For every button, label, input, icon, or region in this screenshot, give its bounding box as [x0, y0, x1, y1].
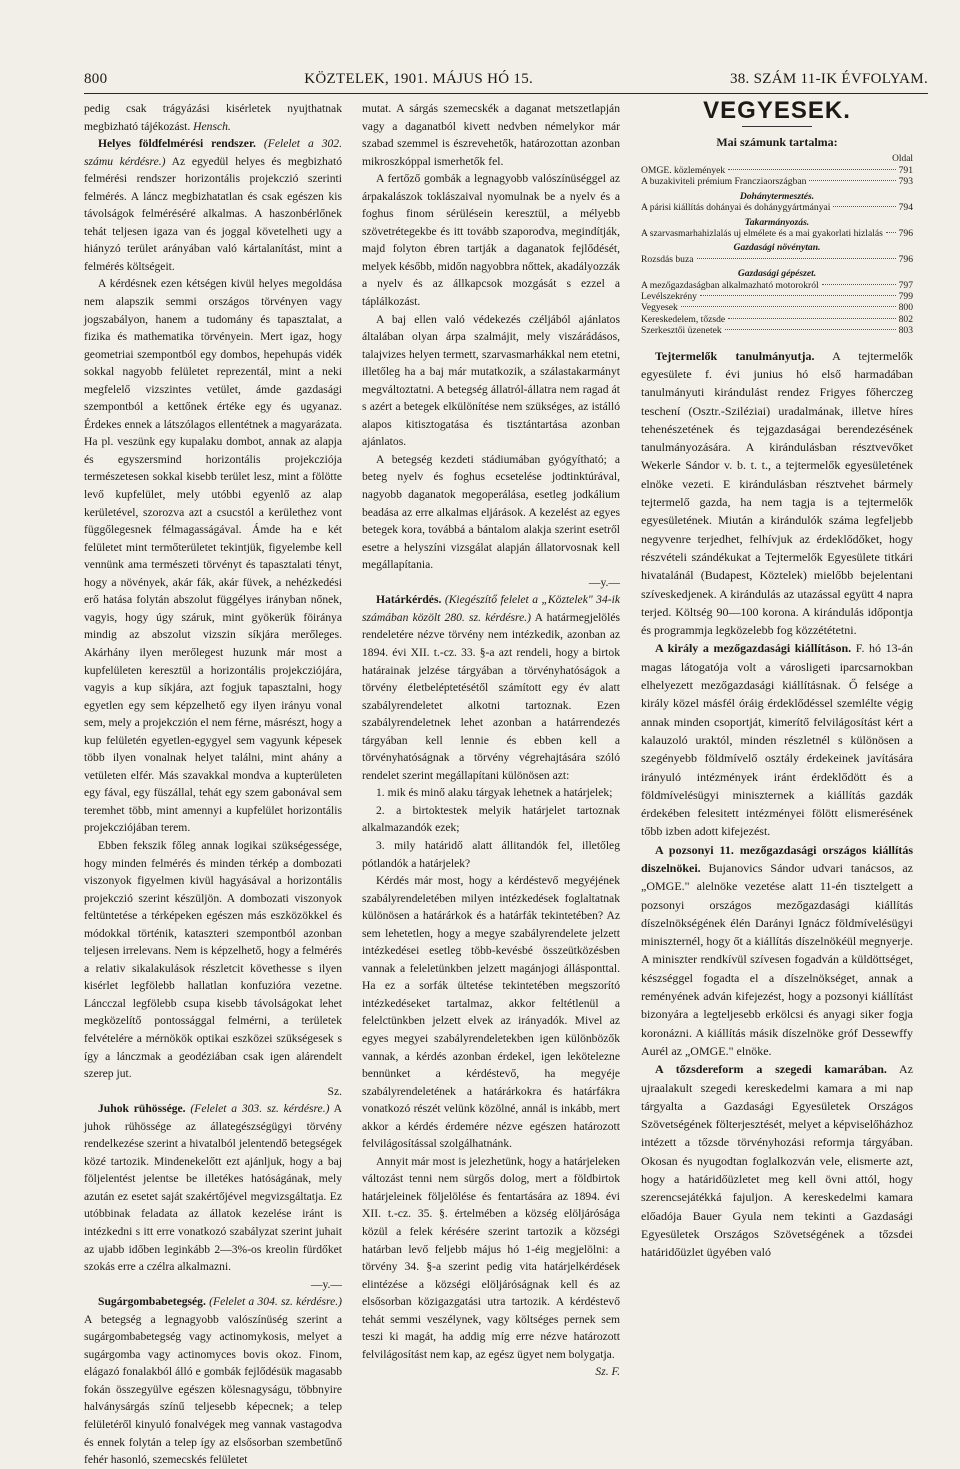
toc-leader: [728, 318, 895, 319]
toc-entry-title: Kereskedelem, tőzsde: [641, 313, 726, 325]
article-helyes-foldfelmeres: Helyes földfelmérési rendszer. (Felelet a 302. számu kérdésre.) Az egyedül helyes és megbizható felmérési rendszer horizontális projekczió szerinti felmérés. A láncz megbizhatatlan és csak egészen kis távolságok felméréséré alkalmas. A haszonbérlőnek tehát teljesen igaza van és joggal követelheti ugy a hiányzó terület arányában való kártalanítást, mint a felmérés költségeit.: [84, 137, 342, 273]
toc-entry-title: Szerkesztői üzenetek: [641, 325, 722, 337]
article-reference: (Felelet a 304. sz. kérdésre.): [209, 1295, 342, 1309]
toc-leader: [886, 232, 896, 233]
column-1: [84, 100, 343, 1467]
toc-leader: [697, 258, 896, 259]
list-item: 3. mily határidő alatt állitandók fel, illetőleg pótlandók a határjelek?: [362, 838, 620, 870]
toc-entry-title: Vegyesek: [641, 302, 678, 314]
column-3: [641, 97, 914, 1285]
page-number: 800: [84, 70, 108, 87]
toc-page-label: Oldal: [892, 153, 913, 164]
toc-entry-title: A buzakiviteli prémium Francziaországban: [641, 176, 807, 188]
signature: Sz. F.: [595, 1365, 620, 1379]
toc-entry-title: OMGE. közlemények: [641, 165, 726, 176]
toc-leader: [681, 306, 896, 307]
article-pozsonyi-kiallitas: A pozsonyi 11. mezőgazdasági országos kiállítás diszelnökei. Bujanovics Sándor udvari tanácsos, az „OMGE." alelnöke vezetése alatt 11-én tisztelgett a pozsonyi országos mezőgazdasági kiállítás díszelnökségének élén Darányi Ignácz földmívelésügyi miniszternél, hogy őt a kiállítás díszelnökéül megnyerje. A miniszter rendkívül szívesen fogadván a küldöttséget, készséggel fogadta el a díszelnökséget, annak a reményének adván kifejezést, hogy a pozsonyi kiállítást bizonyára a legteljesebb erkölcsi és anyagi siker fogja koronázni. A kiállítás másik díszelnöke gróf Dessewffy Aurél az „OMGE." elnöke.: [641, 842, 913, 1058]
toc-leader: [822, 284, 896, 285]
toc-entry-title: A mezőgazdaságban alkalmazható motorokról: [641, 279, 819, 291]
signature: Hensch.: [193, 119, 231, 133]
paragraph: A fertőző gombák a legnagyobb valószínüséggel az árpakalászok toklászaival nyomulnak be a nyelv és a foghus finom sérülésein keresztül, a mélyebb szövetrétegekbe és itt tovább szaporodva, megindítják, majd folyton ébren tartják a daganatok fejlődését, melyek később, midőn nagyobbra nőttek, akadályozzák a nyelv és az állkapcsok mozgását s ezzel a táplálkozást.: [362, 172, 620, 309]
toc-leader: [833, 206, 895, 207]
toc-entry: [641, 291, 913, 302]
toc-entry-page: 793: [898, 176, 913, 188]
column-2: [362, 100, 620, 1379]
toc-heading: Mai számunk tartalma:: [716, 135, 838, 150]
article-heading: Határkérdés.: [376, 593, 442, 607]
article-tozsdereform: A tőzsdereform a szegedi kamarában. Az ujraalakult szegedi kereskedelmi kamara a mi nap tárgyalta a Gazdasági Egyesületek Országos Szövetségének fölterjesztését, melyet a képviselőházhoz intézett a tőzsde törvényhozási reformja tárgyában. Okosan és nyugodtan foglalkozván vele, elismerte azt, hogy a határidőüzletet meg kell övni attól, hogy szerencsejátékká fajuljon. A kereskedelmi kamara előadója Bauer Gyula nem tekinti a Gazdasági Egyesületek Országos Szövetségének a tőzsdei határidőüzlet ügyében való: [641, 1062, 913, 1260]
section-title: VEGYESEK.: [703, 97, 851, 124]
paragraph: A betegség kezdeti stádiumában gyógyítható; a beteg nyelv és foghus ecsetelése jodtinktúrával, nagyobb daganatok megoperálása, esetleg jodkálium beadása az erre alkalmas eljárások. A kezelést az egyes betegek kora, továbbá a bántalom alakja szerint esetről esetre a helyszíni vizsgálat alapján állatorvosnak kell megállapítania.: [362, 452, 620, 572]
toc-entry-page: 802: [898, 313, 913, 325]
section-divider: [742, 126, 812, 127]
toc-entry-page: 791: [898, 165, 913, 176]
paragraph: Ebben fekszik főleg annak logikai szükségessége, hogy minden felmérés és minden térkép a dombozati viszonyok figyelmen kivül hagyásával a horizontális projekczió szerint készüljön. A dombozati viszonyok feltüntetése a térképeken egészen más eszközökkel és módokkal történik, kataszteri szempontból azonban teljesen irrelevans. Nem is képzelhető, hogy a felmérés a relativ sikalakulások részletcit követhesse s ilyen kisérlet legfölebb hallatlan konfuzióra vezetne. Láncczal legfölebb csupa kisebb távolságokat lehet megközelítő pontossággal felmérni, a területek felvételére a mérnökök optikai eszközei szükségesek s így a lánczmak a geodéziában csak igen alárendelt szerep jut.: [84, 838, 342, 1081]
signature: —y.—: [588, 575, 620, 589]
toc-section: Gazdasági gépészet.: [737, 268, 817, 280]
paragraph: pedig csak trágyázási kisérletek nyujthatnak megbizható tájékozást. Hensch.: [84, 102, 342, 133]
toc-leader: [809, 180, 895, 181]
toc-entry-page: 803: [898, 325, 913, 337]
toc-leader: [700, 295, 896, 296]
table-of-contents: [641, 154, 913, 337]
toc-entry: [641, 325, 913, 336]
toc-entry-title: Rozsdás buza: [641, 253, 694, 265]
article-kiraly: A király a mezőgazdasági kiállításon. F. hó 13-án magas látogatója volt a városligeti iparcsarnokban elhelyezett mezőgazdasági kiállításnak. Ő felsége a király közel másfél óráig érdeklődéssel szemlélte végig annak minden csoportját, kimerítő felvilágosítást kért a kalauzoló uraktól, minden részletnél s különösen a szegényebb földmívelő osztály érdekeinek javítására irányuló intézmények iránt érdeklődött és a földmívelésügyi miniszternek a kiállítás gazdák érdekében felesitett intézményei fölött elismerésének tőbb izben adott kifejezést.: [641, 641, 913, 839]
paragraph: mutat. A sárgás szemecskék a daganat metszetlapján vagy a daganatból kivett nedvben némelykor már szabad szemmel is észrevehetők, határozottan azonban mikroszkóppal ismerhetők fel.: [362, 102, 620, 168]
toc-entry-page: 794: [898, 202, 913, 214]
toc-entry: [641, 176, 913, 187]
toc-entry: [641, 302, 913, 313]
toc-entry-title: Levélszekrény: [641, 291, 697, 303]
toc-entry-title: A szarvasmarhahizlalás uj elmélete és a mai gyakorlati hizlalás: [641, 228, 883, 240]
toc-entry: [641, 280, 913, 291]
page-header: [84, 68, 928, 90]
article-reference: (Kiegészítő felelet a „Köztelek" 34-ik számában közölt 280. sz. kérdésre.): [362, 593, 620, 624]
toc-entry: [641, 314, 913, 325]
article-heading: A pozsonyi 11. mezőgazdasági országos kiállítás diszelnökei.: [641, 842, 913, 875]
toc-entry-title: A párisi kiállítás dohányai és dohánygyártmányai: [641, 202, 831, 214]
toc-leader: [728, 169, 895, 170]
toc-entry: [641, 165, 913, 176]
toc-section: Takarmányozás.: [744, 216, 810, 228]
article-tejtermelok: Tejtermelők tanulmányutja. A tejtermelők egyesülete f. évi junius hó első harmadában tanulmányuti kirándulást rendez Frigyes főherczeg teschení (Osztr.-Sziléziai) uradalmának, illetve híres tehenészetének és tejgazdaságai berendezésének tanulmányozására. A kirándulásban résztvevőket Wekerle Sándor v. b. t. t., a tejtermelők egyesületének elnöke vezeti. E kirándulásban résztvehet bármely tejtermelő gazda, ha nem tagja is a tejtermelők egyesületének. Miután a kirándulók száma legfeljebb negyvenre terjedhet, felhívjuk az érdeklődőket, hogy részvételi szándékukat a Tejtermelők Egyesülete titkári hivatalánál (Budapest, Köztelek) mielőbb bejelentani szíveskedjenek. A kirándulás az utazással együtt 4 napra terjed. Költség 90—100 korona. A kirándulás időpontja és programmja legközelebb fog közzététetni.: [641, 348, 914, 638]
article-heading: Helyes földfelmérési rendszer.: [98, 137, 256, 151]
toc-entry-page: 799: [898, 291, 913, 303]
toc-entry: [641, 254, 913, 265]
signature: —y.—: [310, 1277, 342, 1291]
header-rule: [84, 93, 928, 94]
toc-entry-page: 797: [898, 279, 913, 291]
toc-section: Dohánytermesztés.: [739, 190, 815, 202]
toc-leader: [725, 329, 896, 330]
paragraph: Annyit már most is jelezhetünk, hogy a határjeleken változást tenni nem sürgős dolog, mert a földbirtok határjeleinek följelölése és fentartására az 1894. évi XII. t.-cz. 35. §. értelmében a község elöljárósága közül a felek kérésére szerint tartozik a községi határban levő feljebb május hó 1-éig megjelölni: a törvény 34. §-a szerint pedig vita határjelkérdések elintézése a községi elöljáróságnak kell és az elsősorban közigazgatási utra tartozik. A kérdéstevő tehát semmi veszélynek, vagy költséges pernek sem teszi ki magát, ha addig míg erre nézve határozott felvilágosítást nem kap, az egész ügyet nem bolygatja.: [362, 1154, 620, 1361]
toc-entry-page: 796: [898, 228, 913, 240]
signature: Sz.: [327, 1084, 342, 1098]
article-heading: Tejtermelők tanulmányutja.: [655, 348, 815, 363]
toc-entry: [641, 202, 913, 213]
list-item: 1. mik és minő alaku tárgyak lehetnek a határjelek;: [376, 786, 613, 800]
article-heading: Juhok rühössége.: [98, 1102, 186, 1116]
issue-info: 38. SZÁM 11-IK ÉVFOLYAM.: [729, 70, 928, 87]
publication-title: KÖZTELEK, 1901. MÁJUS HÓ 15.: [304, 70, 534, 87]
toc-entry-page: 796: [898, 253, 913, 265]
article-sugargombabetegseg: Sugárgombabetegség. (Felelet a 304. sz. kérdésre.) A betegség a legnagyobb valószínüség szerint a sugárgombabetegség vagy actinomykosis, melyet a sugárgomba vagy actinomyces bovis okoz. Finom, elágazó fonalakból álló e gombák fejlődésük magasabb fokán összegyülve egészen kölesnagyságu, többnyire halványsárgás színű teljesebb képecnek; a telep felületéről kinyuló fonalvégek meg vannak vastagodva és ennek folytán a telep így az elsősorban szembetűnő fehér hasonló, szemecskés felületet: [84, 1295, 342, 1467]
toc-section: Gazdasági növénytan.: [733, 242, 821, 254]
article-hatarkerdes: Határkérdés. (Kiegészítő felelet a „Köztelek" 34-ik számában közölt 280. sz. kérdésre.) A határmegjelölés rendeletére nézve törvény nem intézkedik, azonban az 1894. évi XII. t.-cz. 33. §-a azt rendeli, hogy a birtok határainak jelzése tárgyában a törvényhatóságok a törvény életbeléptetésétől számított egy év alatt szabályrendeletet alkotni tartoznak. Ezen szabályrendeletnek lehet azonban a határrendezés tárgyában kell lennie és ebben kell a törvényhatóságnak a törvény végrehajtására szóló rendelet szerint megállapítani különösen azt:: [362, 593, 620, 782]
paragraph: Kérdés már most, hogy a kérdéstevő megyéjének szabályrendeletében milyen intézkedések foglaltatnak különösen a határárkok és a határfák tekintetében? Az sem lehetetlen, hogy a megye szabályrendelete jelzett intézkedései esetleg több-kevésbé összeütközésben vannak a feleletünkben jelzett magánjogi állásponttal. Ha ez a sorfák ültetése tekintetében megszorító intézkedéseket tartalmaz, akkor feltétlenül a felelctünkben jelzett elvek az irányadók. Mivel az egyes megyei szabályrendeletekben igen különbözők vannak, a kérdés azonban érdekel, igen lekötelezne bennünket a kérdéstevő, ha megyéje szabályrendeletének a határárkokra és határfákra vonatkozó részét velünk közölné, annál is inkább, mert akkor a kérdés érdemére nézve egészen határozott felvilágosítással szolgálhatnánk.: [362, 874, 620, 1151]
article-heading: Sugárgombabetegség.: [98, 1295, 206, 1309]
paragraph: A kérdésnek ezen kétségen kivül helyes megoldása nem alapszik semmi országos törvényen vagy jogszabályon, hanem a tudomány és tapasztalat, a fizika és mathematika törvényein. Mert igaz, hogy geometriai szempontból egy dombos, hepehupás vidék sokkal nagyobb felületet reprezentál, mint a neki megfelelő vizszintes vetület, ámde gazdasági szempontból a kettőnek értéke egy és ugyanaz. Érdekes ennek a látszólagos ellentétnek a magyarázata. Ha pl. veszünk egy kupalaku dombot, annak az alapja és egyszersmind horizontális projekcziója természetesen sokkal kisebb terület lesz, mint a fölötte levő kupfelület, mely utóbbi egyenlő az alap kerületével, szorozva azt a csucstól a kerülethez vont függőlegesnek félmagasságával. Ámde ha e két felületet mint termőterületet tekintjük, figyelembe kell vennünk ama természeti törvényt és tapasztalati tényt, hogy a növények, akár fák, akár füvek, a nehézkedési erő hatása folytán abszolut függélyes irányban nőnek, vagyis, hogy úgy száruk, mint gyökerük föiránya mindig az abszolut vizszin síkjára merőleges. Akárhány ilyen merőlegest huzunk már most a kupfelületen keresztül a horizontális projekcziójára, vagyis a kup síkjára, azt fogjuk tapasztalni, hogy egyetlen egy sem képzelhető egy ilyen irányu vonal sem, mely a projekczión el nem férne, másrészt, hogy a kup felületén egyetlen-egygyel sem vagyunk képesek több ilyen vonalnak helyet találni, mint ahány a vetületen elfér. Más szavakkal mondva a kupterületen egy fával, egy füszállal, tehát egy szem gabonával sem teremhet több, mint amennyi a kupfelület horizontális projekcziójában terem.: [84, 277, 342, 835]
article-juhok-ruhossege: Juhok rühössége. (Felelet a 303. sz. kérdésre.) A juhok rühössége az állategészségügyi törvény rendelkezése szerint a hivatalból jelentendő betegségek közé tartozik. Mindenekelőtt ezt ajánljuk, hogy a baj följelentést jelentse be illetékes hatóságának, mely azután ez esetet saját szakértőjével megvizsgáltatja. Ez utóbbinak feladata az állatok kezelése iránt is intézkedni s itt erre vonatkozó szabályzat szerint juhait az ujabb időben leginkább 2—3%-os kreolin fürdőket szokás erre a czélra alkalmazni.: [84, 1102, 343, 1274]
paragraph: A baj ellen való védekezés czéljából ajánlatos általában olyan árpa szalmájit, mely viszárádásos, talajvizes helyen termett, szarvasmarhákkal nem etetni, illetőleg ha a baj már mutatkozik, a szálastakarmányt megváltoztatni. A betegség állatról-állatra nem ragad át s azért a betegek elkülönítése nem szükséges, az istálló alapos kitisztogatása és tisztántartása azonban ajánlatos.: [362, 312, 620, 449]
article-heading: A király a mezőgazdasági kiállításon.: [655, 641, 852, 656]
article-heading: A tőzsdereform a szegedi kamarában.: [655, 1062, 887, 1077]
toc-entry-page: 800: [898, 302, 913, 314]
list-item: 2. a birtoktestek melyik határjelet tartoznak alkalmazandók ezek;: [362, 803, 620, 835]
article-reference: (Felelet a 302. számu kérdésre.): [84, 137, 342, 168]
toc-entry: [641, 228, 913, 239]
article-reference: (Felelet a 303. sz. kérdésre.): [190, 1102, 330, 1116]
